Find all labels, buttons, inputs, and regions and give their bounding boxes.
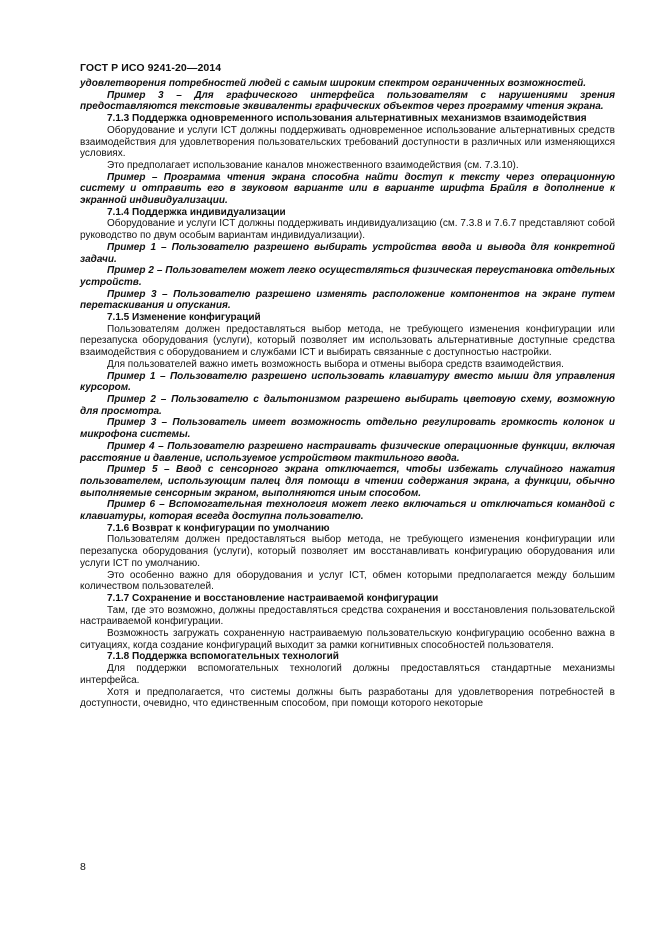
paragraph: Хотя и предполагается, что системы должны быть разработаны для удовлетворения потребностей в доступности, очевидно, что единственным способом, при помощи которого некоторые xyxy=(80,686,615,710)
paragraph: Для поддержки вспомогательных технологий должны предоставляться стандартные механизмы интерфейса. xyxy=(80,663,615,686)
example-paragraph: Пример 3 – Пользователю разрешено изменять расположение компонентов на экране путем перетаскивания и опускания. xyxy=(80,288,615,312)
paragraph: Оборудование и услуги ICT должны поддерживать одновременное использование альтернативных средств взаимодействия для удовлетворения пользовательских требований доступности в различных или изменяющихся условиях. xyxy=(80,124,615,160)
example-paragraph: Пример 1 – Пользователю разрешено использовать клавиатуру вместо мыши для управления курсором. xyxy=(80,370,615,394)
example-paragraph: Пример 6 – Вспомогательная технология может легко включаться и отключаться командой с клавиатуры, которая всегда доступна пользователю. xyxy=(80,499,615,523)
example-paragraph: Пример 3 – Пользователь имеет возможность отдельно регулировать громкость колонок и микрофона системы. xyxy=(80,417,615,441)
example-paragraph: Пример 5 – Ввод с сенсорного экрана отключается, чтобы избежать случайного нажатия пользователем, использующим палец для помощи в чтении содержания экрана, а функции, обычно выполняемые сенсорным экраном, выполняются иным способом. xyxy=(80,464,615,499)
example-paragraph: Пример 3 – Для графического интерфейса пользователям с нарушениями зрения предоставляются текстовые эквиваленты графических объектов через программу чтения экрана. xyxy=(80,89,615,113)
section-heading: 7.1.7 Сохранение и восстановление настраиваемой конфигурации xyxy=(107,592,439,604)
section-heading: 7.1.4 Поддержка индивидуализации xyxy=(107,206,286,218)
paragraph: Для пользователей важно иметь возможность выбора и отмены выбора средств взаимодействия. xyxy=(107,358,564,370)
page-number: 8 xyxy=(80,861,86,873)
paragraph: Возможность загружать сохраненную настраиваемую пользовательскую конфигурацию особенно важна в ситуациях, когда создание конфигураций выходит за рамки когнитивных способностей пользователя. xyxy=(80,628,615,651)
paragraph: Там, где это возможно, должны предоставляться средства сохранения и восстановления пользовательской настраиваемой конфигурации. xyxy=(80,604,615,628)
paragraph: Это предполагает использование каналов множественного взаимодействия (см. 7.3.10). xyxy=(107,159,519,171)
example-paragraph: Пример 2 – Пользователем может легко осуществляться физическая переустановка отдельных устройств. xyxy=(80,265,615,288)
section-heading: 7.1.5 Изменение конфигураций xyxy=(107,312,261,324)
section-heading: 7.1.3 Поддержка одновременного использования альтернативных механизмов взаимодействия xyxy=(107,113,587,125)
section-heading: 7.1.8 Поддержка вспомогательных технологий xyxy=(107,651,339,663)
document-body xyxy=(80,78,615,710)
paragraph: Это особенно важно для оборудования и услуг ICT, обмен которыми предполагается между большим количеством пользователей. xyxy=(80,569,615,593)
paragraph: Оборудование и услуги ICT должны поддерживать индивидуализацию (см. 7.3.8 и 7.6.7 представляют собой руководство по двум особым вариантам индивидуализации). xyxy=(80,218,615,242)
example-paragraph: Пример 1 – Пользователю разрешено выбирать устройства ввода и вывода для конкретной задачи. xyxy=(80,241,615,265)
paragraph: удовлетворения потребностей людей с самым широким спектром ограниченных возможностей. xyxy=(80,78,587,89)
example-paragraph: Пример 4 – Пользователю разрешено настраивать физические операционные функции, включая расстояние и давление, используемое устройством тактильного ввода. xyxy=(80,440,615,464)
section-heading: 7.1.6 Возврат к конфигурации по умолчанию xyxy=(107,522,330,534)
example-paragraph: Пример 2 – Пользователю с дальтонизмом разрешено выбирать цветовую схему, возможную для просмотра. xyxy=(80,393,615,417)
example-paragraph: Пример – Программа чтения экрана способна найти доступ к тексту через операционную систему и отправить его в звуковом варианте или в варианте шрифта Брайля в дополнение к экранной индивидуализации. xyxy=(80,171,615,207)
paragraph: Пользователям должен предоставляться выбор метода, не требующего изменения конфигурации или перезапуска оборудования (услуги), который позволяет им восстанавливать конфигурацию оборудования или услуги ICT по умолчанию. xyxy=(80,534,615,569)
paragraph: Пользователям должен предоставляться выбор метода, не требующего изменения конфигурации или перезапуска оборудования (услуги), который позволяет им использовать альтернативные доступные средства взаимодействия с оборудованием и службами ICT и выбирать связанные с доступностью настройки. xyxy=(80,323,615,359)
document-header: ГОСТ Р ИСО 9241-20—2014 xyxy=(80,62,222,74)
